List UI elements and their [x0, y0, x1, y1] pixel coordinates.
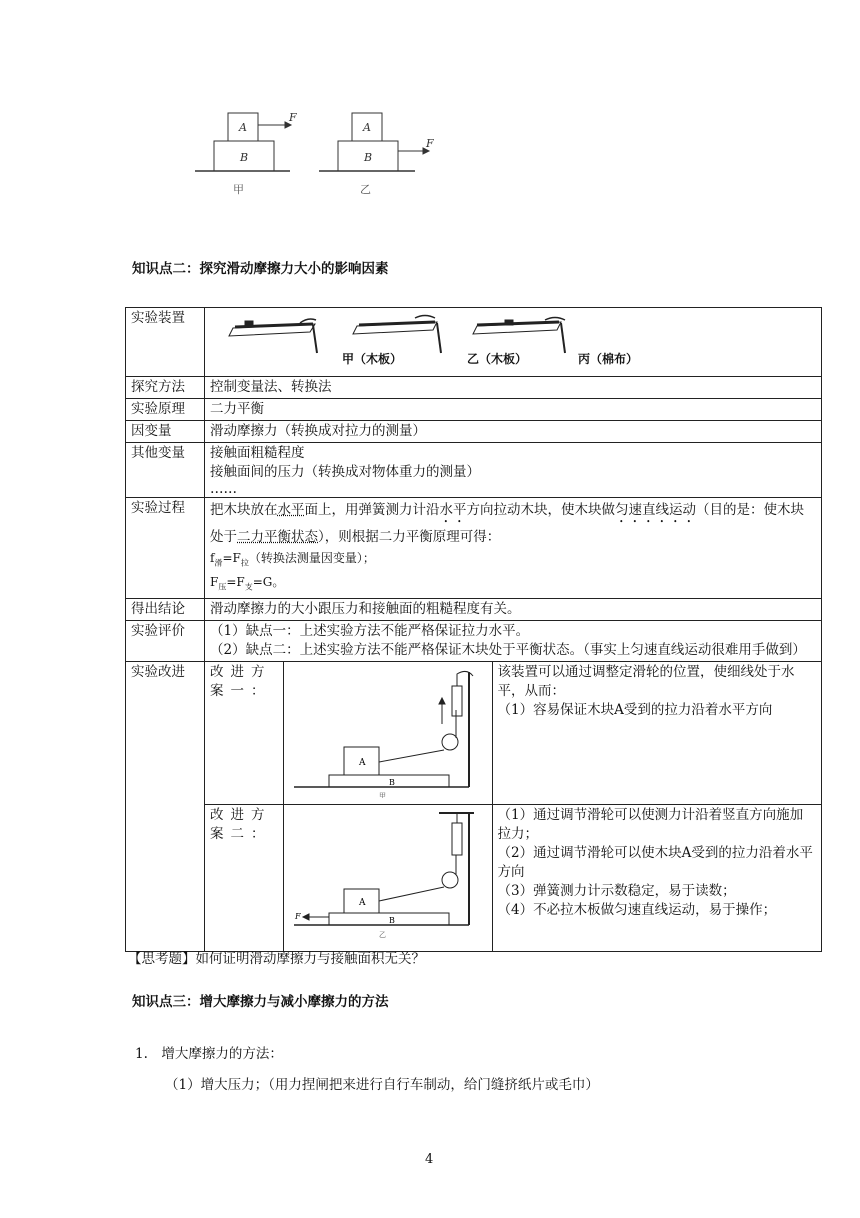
table-row: 实验过程 把木块放在水平面上，用弹簧测力计沿水平方向拉动木块，使木块做匀速直线运动（目的是：使木块处于二力平衡状态），则根据二力平衡原理可得： $f_滑=F_拉$（转换法测量因变量）； $F_压=F_支=G$。 [126, 498, 822, 599]
apparatus-caption-jia: 甲（木板） [342, 352, 403, 366]
caption-jia: 甲 [233, 183, 244, 196]
plan-1-caption: 甲 [378, 791, 386, 798]
section-2-title: 知识点二：探究滑动摩擦力大小的影响因素 [132, 261, 389, 277]
apparatus-caption-bing: 丙（棉布） [578, 352, 639, 366]
plan-2-block-b: B [388, 915, 395, 925]
table-row: 实验原理 二力平衡 [126, 399, 822, 421]
svg-text:F: F [426, 137, 434, 150]
plan-1-block-b: B [388, 777, 395, 787]
figure-yi [319, 113, 429, 171]
row-label: 实验装置 [126, 308, 205, 377]
label-a: A [239, 121, 247, 134]
list-item: （1）增大压力；（用力捏闸把来进行自行车制动，给门缝挤纸片或毛巾） [165, 1077, 599, 1093]
apparatus-caption-yi: 乙（木板） [467, 352, 528, 366]
section-3-title: 知识点三：增大摩擦力与减小摩擦力的方法 [132, 994, 389, 1010]
label-f: F [289, 111, 297, 124]
svg-text:B: B [364, 151, 373, 164]
think-question: 【思考题】如何证明滑动摩擦力与接触面积无关？ [128, 951, 425, 967]
top-figure [190, 105, 440, 205]
improvement-table: 改进方案一： A B 甲 该装置可以通过调整定滑轮的位置，使细线处于水平，从而： （1）容易保证木块A受到的拉力沿着水平方向 改进方案二： A B F 乙 （1）通过调节滑轮可以使测力计沿着竖直方向施加拉力； （2）通过调节滑轮可以使木块A受到的拉力沿着水平方向 （3）弹簧测力计示数稳定，易于读数； （4）不必拉木板做匀速直线运动，易于操作； [205, 662, 821, 951]
table-row: 其他变量 接触面粗糙程度 接触面间的压力（转换成对物体重力的测量） …… [126, 443, 822, 498]
table-row: 实验改进 改进方案一： A B 甲 该装置可以通过调整定滑轮的位置，使细线处于水平，从而： （1）容易保证木块A受到的拉力沿着水平方向 改进方案二： A B F 乙 （1）通过调节滑轮可以使测力计沿着竖直方向施加拉力； （2）通过调节滑轮可以使木块A受到的拉力沿着水平方向 （3）弹簧测力计示数稳定，易于读数； （4）不必拉木板做匀速直线运动，易于操作； [126, 661, 822, 951]
caption-yi: 乙 [360, 183, 371, 196]
plan-1-name: 改进方案一： [205, 662, 283, 805]
plan-1-figure [284, 662, 489, 798]
page-number: 4 [425, 1152, 434, 1167]
plan-2-name: 改进方案二： [205, 804, 283, 951]
list-item: 1. 增大摩擦力的方法： [135, 1046, 283, 1062]
experiment-table [125, 307, 822, 952]
table-row: 因变量 滑动摩擦力（转换成对拉力的测量） [126, 421, 822, 443]
plan-2-figure [284, 805, 489, 945]
plan-2-caption: 乙 [378, 930, 386, 939]
board-bing [473, 318, 565, 354]
board-yi [353, 316, 441, 354]
table-row [126, 308, 822, 377]
plan-2-block-a: A [358, 897, 365, 908]
table-row: 得出结论 滑动摩擦力的大小跟压力和接触面的粗糙程度有关。 [126, 598, 822, 620]
table-row: 探究方法 控制变量法、转换法 [126, 377, 822, 399]
table-row: 实验评价 （1）缺点一：上述实验方法不能严格保证拉力水平。 （2）缺点二：上述实验方法不能严格保证木块处于平衡状态。（事实上匀速直线运动很难用手做到） [126, 620, 822, 661]
svg-text:A: A [363, 121, 371, 134]
plan-2-force: F [294, 911, 301, 921]
plan-1-block-a: A [358, 757, 365, 768]
board-jia [229, 319, 317, 353]
label-b: B [240, 151, 249, 164]
apparatus-figure [205, 308, 815, 370]
